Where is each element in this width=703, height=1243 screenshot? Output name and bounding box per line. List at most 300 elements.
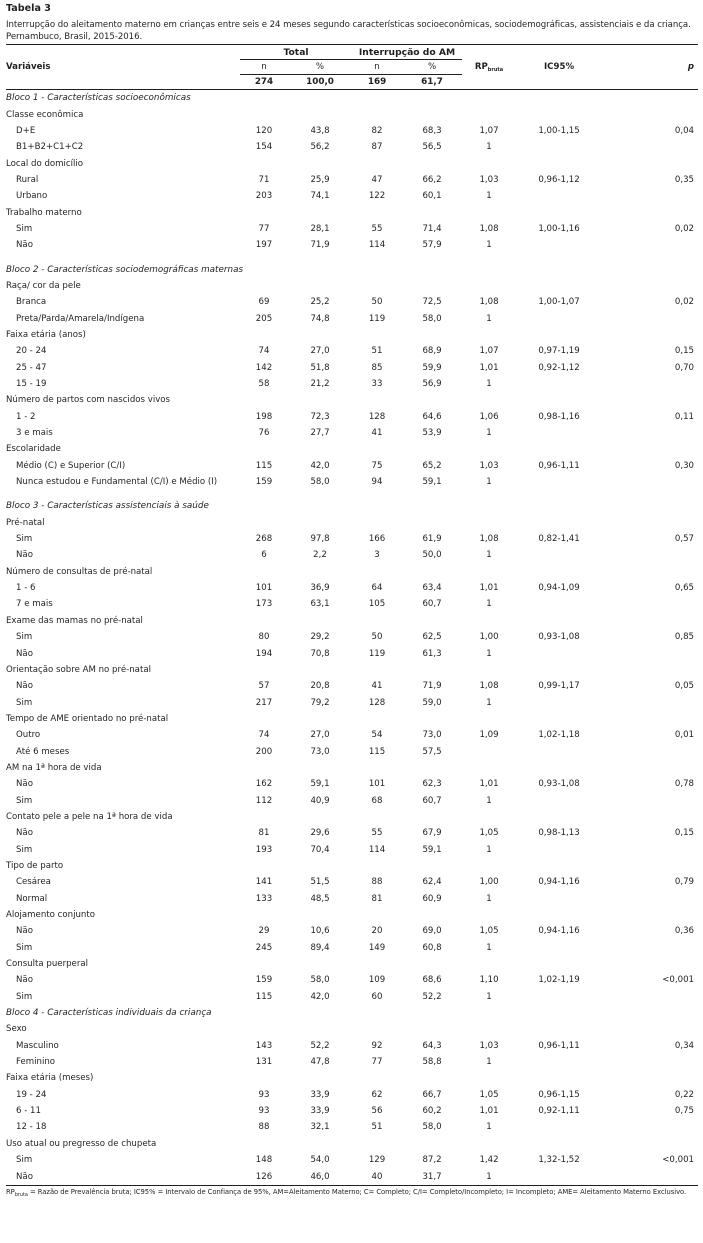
cell-interr-n: 60 [371,991,383,1002]
block-heading-row [6,1005,698,1021]
cell-interr-pct: 59,1 [422,477,442,488]
table-row [6,678,698,694]
table-row [6,425,698,441]
cell-p: 0,15 [674,346,695,357]
cell-interr-pct: 50,0 [422,550,442,561]
cell-pct: 54,0 [310,1155,330,1166]
category-label: D+E [16,125,36,136]
cell-rp: 1 [486,893,492,904]
cell-p [602,989,698,1005]
variable-row [6,858,698,874]
cell-n: 217 [255,697,273,708]
cell-interr-n: 50 [371,632,383,643]
cell-p: 0,35 [674,174,695,185]
cell-p: 0,65 [674,583,695,594]
table-row [6,474,698,490]
cell-rp: 1,01 [479,583,499,594]
cell-interr-pct: 53,9 [422,428,442,439]
cell-interr-pct: 62,5 [422,632,442,643]
cell-rp: 1 [486,313,492,324]
cell-n: 69 [258,297,270,308]
cell-interr-n: 68 [371,795,383,806]
cell-n: 74 [258,730,270,741]
table-row [6,1103,698,1119]
cell-rp: 1,01 [479,779,499,790]
cell-pct: 51,5 [310,877,330,888]
table-row [6,1087,698,1103]
block-heading: Bloco 4 - Características individuais da criança [6,1008,212,1019]
category-label: Até 6 meses [16,746,70,757]
cell-interr-pct: 60,8 [422,942,442,953]
header-total-n: n [261,62,267,72]
category-label: Não [16,779,33,790]
cell-n: 88 [258,1122,270,1133]
category-label: 19 - 24 [16,1089,47,1100]
cell-pct: 46,0 [288,1168,352,1185]
category-label: Sim [16,223,33,234]
cell-n: 6 [261,550,267,561]
cell-rp: 1,07 [479,346,499,357]
cell-rp: 1,08 [479,534,499,545]
category-label: 25 - 47 [16,362,47,373]
cell-p: 0,15 [674,828,695,839]
cell-pct: 58,0 [310,477,330,488]
cell-interr-pct: 71,4 [422,223,442,234]
cell-interr-n: 81 [371,893,383,904]
variable-row [6,327,698,343]
cell-ci: 0,98-1,13 [538,828,580,839]
cell-ci [516,989,602,1005]
cell-pct: 97,8 [310,534,330,545]
cell-interr-n: 115 [368,746,386,757]
cell-ci: 0,94-1,09 [538,583,580,594]
cell-rp: 1 [486,697,492,708]
cell-p: 0,79 [674,877,695,888]
table-row [6,743,698,759]
cell-p [602,425,698,441]
cell-pct: 2,2 [313,550,327,561]
cell-n: 197 [255,240,273,251]
cell-interr-pct: 57,5 [422,746,442,757]
cell-ci: 1,00-1,16 [538,223,580,234]
category-label: Não [16,550,33,561]
cell-pct: 27,0 [310,346,330,357]
cell-interr-pct: 66,7 [422,1089,442,1100]
category-label: 3 e mais [16,428,53,439]
cell-ci: 0,97-1,19 [538,346,580,357]
cell-rp: 1 [486,648,492,659]
category-label: 1 - 6 [16,583,36,594]
cell-ci: 0,93-1,08 [538,779,580,790]
cell-p: 0,05 [674,681,695,692]
table-row [6,825,698,841]
variable-label: Consulta puerperal [6,959,89,970]
variable-label: Faixa etária (meses) [6,1073,94,1084]
cell-ci [516,743,602,759]
category-label: Sim [16,844,33,855]
category-label: Sim [16,1155,33,1166]
cell-n: 101 [255,583,273,594]
cell-interr-n: 114 [368,240,386,251]
cell-rp: 1,00 [479,632,499,643]
cell-interr-pct: 65,2 [422,460,442,471]
cell-rp: 1,01 [479,362,499,373]
cell-rp: 1 [486,379,492,390]
cell-n: 115 [255,460,273,471]
variable-row [6,392,698,408]
category-label: Preta/Parda/Amarela/Indígena [16,313,145,324]
cell-rp: 1 [486,844,492,855]
cell-interr-pct: 69,0 [422,926,442,937]
cell-ci: 1,02-1,18 [538,730,580,741]
variable-label: Contato pele a pele na 1ª hora de vida [6,811,173,822]
table-row [6,792,698,808]
cell-n: 245 [255,942,273,953]
cell-n: 112 [255,795,273,806]
cell-pct: 27,7 [310,428,330,439]
cell-ci: 0,94-1,16 [538,926,580,937]
cell-interr-n: 82 [371,125,383,136]
cell-pct: 25,9 [310,174,330,185]
cell-n: 159 [255,477,273,488]
category-label: Rural [16,174,39,185]
cell-pct: 28,1 [310,223,330,234]
cell-interr-pct: 56,5 [422,142,442,153]
cell-interr-n: 114 [368,844,386,855]
cell-ci [516,547,602,563]
cell-p [602,596,698,612]
header-variables: Variáveis [6,62,51,72]
cell-ci [516,425,602,441]
table-row [6,360,698,376]
cell-rp: 1,05 [479,926,499,937]
cell-p: <0,001 [662,1155,695,1166]
variable-label: Tempo de AME orientado no pré-natal [6,713,169,724]
cell-p [602,1054,698,1070]
cell-ci: 0,99-1,17 [538,681,580,692]
cell-interr-n: 54 [371,730,383,741]
cell-n: 148 [255,1155,273,1166]
table-row [6,237,698,253]
cell-ci: 1,02-1,19 [538,975,580,986]
cell-rp: 1 [462,1168,516,1185]
cell-n: 126 [240,1168,288,1185]
cell-rp: 1,03 [479,1040,499,1051]
cell-interr-n: 166 [368,534,386,545]
cell-interr-n: 51 [371,1122,383,1133]
cell-rp: 1,06 [479,411,499,422]
table-row [6,343,698,359]
header-interruption: Interrupção do AM [352,45,462,60]
cell-interr-n: 128 [368,697,386,708]
cell-rp [462,743,516,759]
category-label: Não [16,648,33,659]
cell-p: 0,11 [674,411,695,422]
table-row [6,188,698,204]
cell-interr-n: 51 [371,346,383,357]
cell-interr-pct: 58,8 [422,1057,442,1068]
cell-interr-n: 50 [371,297,383,308]
table-row [6,221,698,237]
cell-pct: 73,0 [310,746,330,757]
header-rp: $RP_{bruta}$ [474,61,504,73]
cell-pct: 72,3 [310,411,330,422]
block-heading-row [6,498,698,514]
cell-ci [516,792,602,808]
variable-row [6,956,698,972]
cell-n: 80 [258,632,270,643]
variable-label: Uso atual ou pregresso de chupeta [6,1138,157,1149]
cell-p [602,139,698,155]
variable-label: Raça/ cor da pele [6,280,81,291]
variable-row [6,204,698,220]
cell-n: 159 [255,975,273,986]
variable-row [6,662,698,678]
cell-ci [516,891,602,907]
cell-interr-pct: 62,3 [422,779,442,790]
cell-pct: 56,2 [310,142,330,153]
cell-pct: 71,9 [310,240,330,251]
cell-interr-pct: 87,2 [422,1155,442,1166]
cell-interr-n: 55 [371,223,383,234]
cell-rp: 1 [486,550,492,561]
variable-label: Número de partos com nascidos vivos [6,395,171,406]
cell-interr-n: 62 [371,1089,383,1100]
category-label: Não [16,240,33,251]
cell-n: 205 [255,313,273,324]
category-label: Sim [16,991,33,1002]
category-label: Cesárea [16,877,51,888]
cell-pct: 74,1 [310,191,330,202]
variable-label: Tipo de parto [6,860,64,871]
table-row [6,596,698,612]
cell-rp: 1,08 [479,681,499,692]
cell-interr-pct: 60,7 [422,795,442,806]
cell-pct: 21,2 [310,379,330,390]
cell-rp: 1 [486,142,492,153]
table-body [6,90,698,1186]
cell-pct: 89,4 [310,942,330,953]
cell-pct: 32,1 [310,1122,330,1133]
variable-row [6,907,698,923]
cell-rp: 1 [486,477,492,488]
cell-interr-n: 47 [371,174,383,185]
cell-rp: 1,42 [479,1155,499,1166]
cell-n: 29 [258,926,270,937]
cell-rp: 1,03 [479,460,499,471]
cell-interr-n: 94 [371,477,383,488]
table-row [6,1152,698,1168]
cell-interr-pct: 68,3 [422,125,442,136]
cell-n: 133 [255,893,273,904]
category-label: Feminino [16,1057,56,1068]
cell-interr-n: 75 [371,460,383,471]
cell-ci: 1,00-1,07 [538,297,580,308]
cell-ci: 0,96-1,11 [538,1040,580,1051]
cell-ci [516,237,602,253]
table-row [6,841,698,857]
cell-p: 0,34 [674,1040,695,1051]
cell-interr-pct: 59,0 [422,697,442,708]
cell-rp: 1 [486,991,492,1002]
table-row [6,645,698,661]
cell-p [602,237,698,253]
cell-n: 154 [255,142,273,153]
cell-interr-n: 20 [371,926,383,937]
category-label: Sim [16,697,33,708]
cell-rp: 1,03 [479,174,499,185]
cell-rp: 1 [486,1057,492,1068]
cell-interr-n: 149 [368,942,386,953]
cell-interr-pct: 60,7 [422,599,442,610]
cell-pct: 43,8 [310,125,330,136]
variable-row [6,1070,698,1086]
cell-pct: 70,8 [310,648,330,659]
cell-interr-pct: 60,2 [422,1106,442,1117]
cell-rp: 1,00 [479,877,499,888]
table-row [6,172,698,188]
cell-pct: 42,0 [310,460,330,471]
cell-interr-pct: 63,4 [422,583,442,594]
table-row [6,629,698,645]
header-spacer [6,45,240,60]
cell-n: 203 [255,191,273,202]
table-row [6,940,698,956]
cell-rp: 1,05 [479,828,499,839]
cell-interr-pct: 60,1 [422,191,442,202]
category-label: 1 - 2 [16,411,36,422]
cell-ci [516,645,602,661]
cell-p [602,547,698,563]
header-interr-n: n [374,62,380,72]
cell-pct: 29,6 [310,828,330,839]
cell-interr-pct: 59,1 [422,844,442,855]
table-footnote: $RP_{bruta}$ = Razão de Prevalência bruta; IC95% = Intervalo de Confiança de 95%, AM=Aleitamento Materno; C= Completo; C/I= Completo/Incompleto; I= Incompleto; AME= Aleitamento Materno Exclusivo. [6,1187,687,1198]
cell-interr-n: 88 [371,877,383,888]
cell-p [602,743,698,759]
block-heading: Bloco 2 - Características sociodemográficas maternas [6,264,244,275]
variable-label: Exame das mamas no pré-natal [6,615,143,626]
cell-interr-n: 87 [371,142,383,153]
variable-row [6,564,698,580]
category-label: Não [6,1168,240,1185]
cell-p [602,1119,698,1135]
cell-rp: 1 [486,191,492,202]
cell-rp: 1,07 [479,125,499,136]
table-caption: Interrupção do aleitamento materno em crianças entre seis e 24 meses segundo características socioeconômicas, sociodemográficas, assistenciais e da criança. Pernambuco, Brasil, 2015-2016. [6,20,691,42]
total-pct: 100,0 [288,75,352,90]
cell-pct: 51,8 [310,362,330,373]
cell-p [602,841,698,857]
cell-n: 131 [255,1057,273,1068]
cell-interr-n: 128 [368,411,386,422]
category-label: Branca [16,297,47,308]
cell-rp: 1 [486,240,492,251]
cell-interr-n: 77 [371,1057,383,1068]
cell-p [602,1168,698,1185]
cell-n: 93 [258,1106,270,1117]
cell-interr-pct: 57,9 [422,240,442,251]
cell-n: 143 [255,1040,273,1051]
category-label: Normal [16,893,48,904]
cell-n: 193 [255,844,273,855]
cell-pct: 20,8 [310,681,330,692]
cell-p: 0,36 [674,926,695,937]
cell-interr-n: 92 [371,1040,383,1051]
cell-interr-n: 85 [371,362,383,373]
cell-ci [516,474,602,490]
cell-pct: 52,2 [310,1040,330,1051]
cell-interr-pct: 56,9 [422,379,442,390]
cell-interr-pct: 64,6 [422,411,442,422]
cell-n: 162 [255,779,273,790]
cell-ci [516,376,602,392]
category-label: 6 - 11 [16,1106,41,1117]
cell-pct: 79,2 [310,697,330,708]
variable-label: Número de consultas de pré-natal [6,566,153,577]
cell-n: 194 [255,648,273,659]
variable-label: Pré-natal [6,517,45,528]
cell-interr-n: 101 [368,779,386,790]
cell-p: 0,30 [674,460,695,471]
block-heading: Bloco 1 - Características socioeconômicas [6,93,191,104]
cell-pct: 70,4 [310,844,330,855]
header-interr-pct: % [427,62,437,72]
interr-pct: 61,7 [402,75,462,90]
cell-p [602,645,698,661]
cell-interr-n: 41 [371,681,383,692]
cell-pct: 63,1 [310,599,330,610]
table-row [6,123,698,139]
cell-interr-pct: 61,9 [422,534,442,545]
data-table [6,44,698,1186]
cell-p: <0,001 [662,975,695,986]
cell-interr-pct: 73,0 [422,730,442,741]
cell-n: 120 [255,125,273,136]
category-label: 20 - 24 [16,346,47,357]
category-label: Médio (C) e Superior (C/I) [16,460,126,471]
cell-ci: 0,93-1,08 [538,632,580,643]
category-label: Não [16,681,33,692]
cell-ci [516,1054,602,1070]
cell-n: 76 [258,428,270,439]
header-total: Total [240,45,352,60]
table-row [6,1054,698,1070]
cell-p [602,891,698,907]
cell-ci: 0,94-1,16 [538,877,580,888]
variable-row [6,515,698,531]
cell-pct: 29,2 [310,632,330,643]
cell-interr-n: 33 [371,379,383,390]
category-label: Outro [16,730,41,741]
cell-interr-n: 64 [371,583,383,594]
cell-n: 198 [255,411,273,422]
variable-row [6,106,698,122]
variable-label: Escolaridade [6,444,61,455]
category-label: Sim [16,534,33,545]
category-label: 12 - 18 [16,1122,47,1133]
table-row [6,310,698,326]
table-row [6,776,698,792]
cell-pct: 33,9 [310,1106,330,1117]
cell-p: 0,75 [674,1106,695,1117]
cell-ci: 0,92-1,12 [538,362,580,373]
cell-interr-pct: 68,6 [422,975,442,986]
variable-row [6,809,698,825]
cell-rp: 1,01 [479,1106,499,1117]
cell-interr-pct: 59,9 [422,362,442,373]
cell-interr-pct: 71,9 [422,681,442,692]
